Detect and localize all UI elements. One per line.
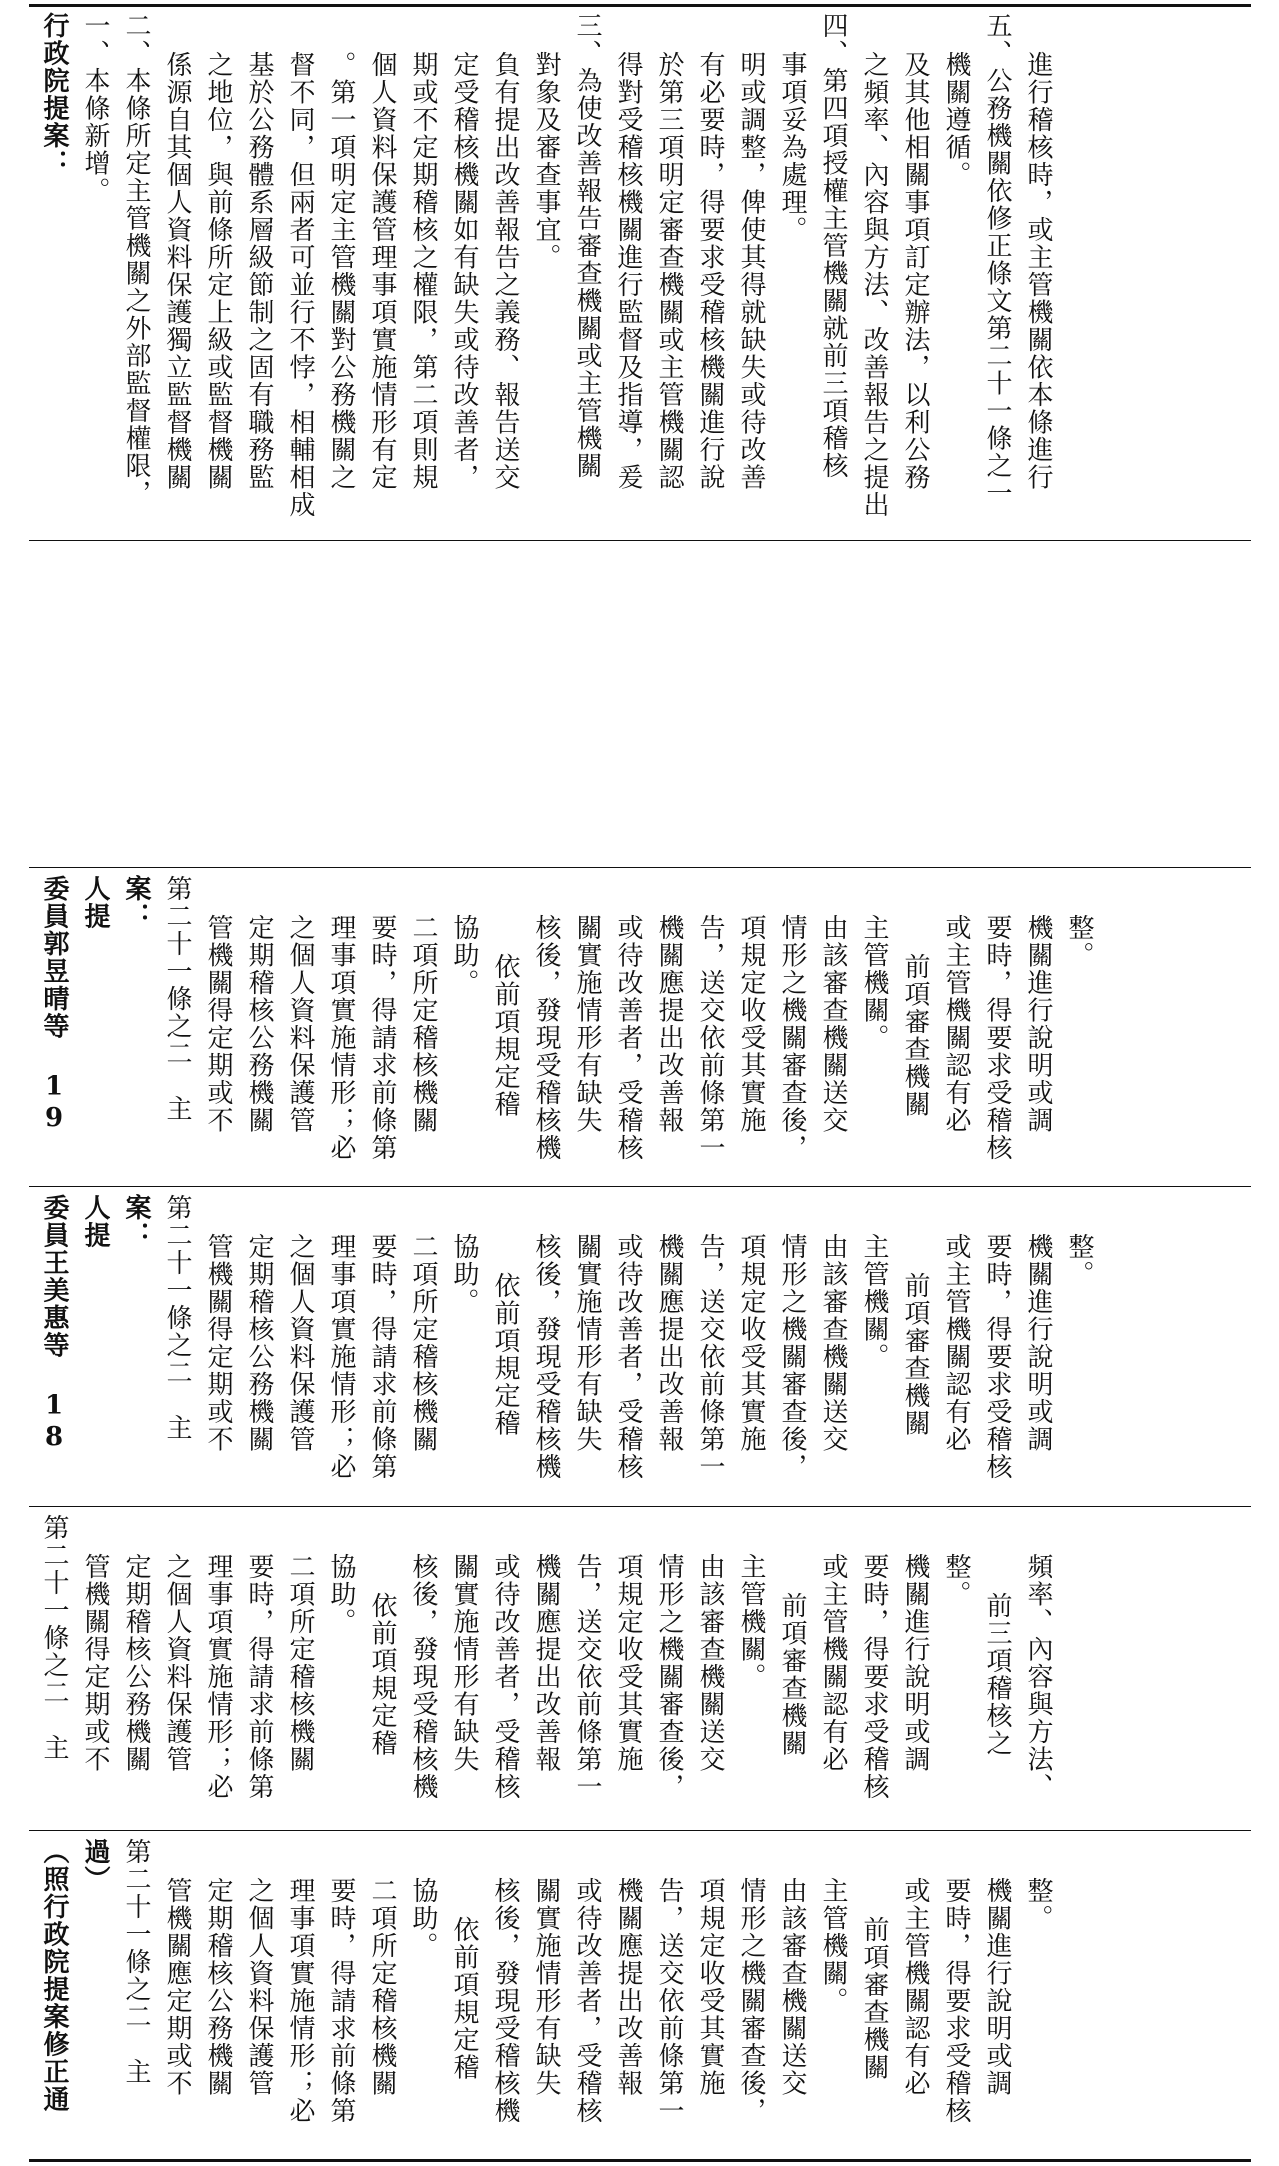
text-line: 告，送交依前條第一 [572, 1553, 602, 1801]
text-line: 或主管機關認有必 [818, 1553, 848, 1773]
text-line: 要時，得請求前條第 [367, 1233, 397, 1481]
text-line: 第二十一條之二 主 [162, 1194, 192, 1442]
text-line: 第二十一條之二 主 [121, 1838, 151, 2086]
text-line: 要時，得請求前條第 [244, 1553, 274, 1801]
text-line: 要時，得要求受稽核 [859, 1553, 889, 1801]
text-line: 二項所定稽核機關 [285, 1553, 315, 1773]
text-line: 負有提出改善報告之義務、報告送交 [490, 51, 520, 491]
text-line: 或待改善者，受稽核 [572, 1877, 602, 2125]
text-line: 項規定收受其實施 [613, 1553, 643, 1773]
text-line: 要時，得請求前條第 [326, 1877, 356, 2125]
text-line: 核後，發現受稽核機 [531, 914, 561, 1162]
text-line: 協助。 [408, 1877, 438, 1960]
text-line: 四、第四項授權主管機關就前三項稽核 [818, 12, 848, 480]
text-line: 主管機關。 [859, 914, 889, 1052]
text-line: 整。 [941, 1553, 971, 1608]
text-line: 依前項規定稽 [449, 1916, 479, 2081]
text-line: 或待改善者，受稽核 [490, 1553, 520, 1801]
text-line: 機關應提出改善報 [531, 1553, 561, 1773]
column-divider-4 [29, 1506, 1251, 1507]
text-line: 由該審查機關送交 [695, 1553, 725, 1773]
text-line: 期或不定期稽核之權限，第二項則規 [408, 51, 438, 491]
text-line: 理事項實施情形；必 [326, 1233, 356, 1481]
text-line: 要時，得請求前條第 [367, 914, 397, 1162]
text-line: 事項妥為處理。 [777, 51, 807, 244]
text-line: 情形之機關審查後， [654, 1553, 684, 1801]
text-line: 整。 [1064, 1233, 1094, 1288]
text-line: 告，送交依前條第一 [654, 1877, 684, 2125]
column-heading-cont: 過） [80, 1838, 110, 1893]
text-line: 機關應提出改善報 [654, 914, 684, 1134]
text-line: 機關進行說明或調 [1023, 1233, 1053, 1453]
text-line: 定期稽核公務機關 [121, 1553, 151, 1773]
text-line: 第二十一條之二 主 [39, 1514, 69, 1762]
column-heading: （照行政院提案修正通 [39, 1838, 69, 2113]
column-heading: 行政院提案： [39, 12, 69, 177]
text-line: 項規定收受其實施 [736, 1233, 766, 1453]
text-line: 機關進行說明或調 [900, 1553, 930, 1773]
table-bottom-rule [29, 2159, 1251, 2162]
column-heading-cont: 案： [121, 875, 151, 930]
text-line: 及其他相關事項訂定辦法，以利公務 [900, 51, 930, 491]
text-line: 個人資料保護管理事項實施情形有定 [367, 51, 397, 491]
text-line: 主管機關。 [818, 1877, 848, 2015]
text-line: 要時，得要求受稽核 [982, 1233, 1012, 1481]
text-line: 頻率、內容與方法、 [1023, 1553, 1053, 1801]
text-line: 整。 [1023, 1877, 1053, 1932]
text-line: 或主管機關認有必 [900, 1877, 930, 2097]
text-line: 依前項規定稽 [490, 953, 520, 1118]
text-line: 協助。 [449, 1233, 479, 1316]
text-line: 關實施情形有缺失 [572, 914, 602, 1134]
text-line: 關實施情形有缺失 [531, 1877, 561, 2097]
text-line: 整。 [1064, 914, 1094, 969]
text-line: 。第一項明定主管機關對公務機關之 [326, 51, 356, 491]
text-line: 或主管機關認有必 [941, 1233, 971, 1453]
column-existing-text [33, 1514, 1247, 1826]
column-heading: 委員郭昱晴等 19 人提 [39, 875, 110, 1135]
text-line: 項規定收受其實施 [736, 914, 766, 1134]
text-line: 二、本條所定主管機關之外部監督權限， [121, 12, 151, 507]
text-line: 核後，發現受稽核機 [531, 1233, 561, 1481]
text-line: 關實施情形有缺失 [572, 1233, 602, 1453]
text-line: 管機關得定期或不 [80, 1553, 110, 1773]
text-line: 主管機關。 [736, 1553, 766, 1691]
column-kuo-proposal [33, 875, 1247, 1182]
text-line: 機關應提出改善報 [654, 1233, 684, 1453]
text-line: 要時，得要求受稽核 [982, 914, 1012, 1162]
text-line: 前項審查機關 [900, 1272, 930, 1437]
text-line: 管機關應定期或不 [162, 1877, 192, 2097]
column-heading-cont: 案： [121, 1194, 151, 1249]
text-line: 機關遵循。 [941, 51, 971, 189]
text-line: 前三項稽核之 [982, 1592, 1012, 1757]
column-empty [33, 548, 1247, 863]
text-line: 二項所定稽核機關 [367, 1877, 397, 2097]
text-line: 由該審查機關送交 [818, 1233, 848, 1453]
text-line: 之個人資料保護管 [244, 1877, 274, 2097]
text-line: 二項所定稽核機關 [408, 914, 438, 1134]
text-line: 定受稽核機關如有缺失或待改善者， [449, 51, 479, 491]
text-line: 關實施情形有缺失 [449, 1553, 479, 1773]
text-line: 情形之機關審查後， [736, 1877, 766, 2125]
column-passed-text [33, 1838, 1247, 2154]
text-line: 告，送交依前條第一 [695, 1233, 725, 1481]
text-line: 之地位，與前條所定上級或監督機關 [203, 51, 233, 491]
text-line: 五、公務機關依修正條文第二十一條之一 [982, 12, 1012, 507]
text-line: 主管機關。 [859, 1233, 889, 1371]
text-line: 之頻率、內容與方法、改善報告之提出 [859, 51, 889, 519]
text-line: 之個人資料保護管 [285, 1233, 315, 1453]
text-line: 機關進行說明或調 [1023, 914, 1053, 1134]
text-line: 協助。 [326, 1553, 356, 1636]
text-line: 第二十一條之二 主 [162, 875, 192, 1123]
text-line: 核後，發現受稽核機 [408, 1553, 438, 1801]
text-line: 依前項規定稽 [367, 1592, 397, 1757]
text-line: 定期稽核公務機關 [244, 914, 274, 1134]
text-line: 由該審查機關送交 [818, 914, 848, 1134]
text-line: 項規定收受其實施 [695, 1877, 725, 2097]
column-divider-5 [29, 1830, 1251, 1831]
text-line: 要時，得要求受稽核 [941, 1877, 971, 2125]
text-line: 由該審查機關送交 [777, 1877, 807, 2097]
column-divider-2 [29, 867, 1251, 868]
column-divider-3 [29, 1186, 1251, 1187]
table-top-rule [29, 4, 1251, 7]
text-line: 之個人資料保護管 [162, 1553, 192, 1773]
text-line: 機關應提出改善報 [613, 1877, 643, 2097]
text-line: 於第三項明定審查機關或主管機關認 [654, 51, 684, 491]
text-line: 情形之機關審查後， [777, 1233, 807, 1481]
text-line: 前項審查機關 [900, 953, 930, 1118]
text-line: 督不同，但兩者可並行不悖，相輔相成 [285, 51, 315, 519]
text-line: 係源自其個人資料保護獨立監督機關 [162, 51, 192, 491]
text-line: 協助。 [449, 914, 479, 997]
text-line: 核後，發現受稽核機 [490, 1877, 520, 2125]
text-line: 理事項實施情形；必 [326, 914, 356, 1162]
text-line: 或待改善者，受稽核 [613, 914, 643, 1162]
column-divider-1 [29, 540, 1251, 541]
column-heading: 委員王美惠等 18 人提 [39, 1194, 110, 1454]
text-line: 進行稽核時，或主管機關依本條進行 [1023, 51, 1053, 491]
column-executive [33, 12, 1247, 536]
text-line: 二項所定稽核機關 [408, 1233, 438, 1453]
text-line: 依前項規定稽 [490, 1272, 520, 1437]
text-line: 得對受稽核機關進行監督及指導，爰 [613, 51, 643, 491]
text-line: 理事項實施情形；必 [203, 1553, 233, 1801]
text-line: 對象及審查事宜。 [531, 51, 561, 271]
text-line: 管機關得定期或不 [203, 1233, 233, 1453]
text-line: 告，送交依前條第一 [695, 914, 725, 1162]
text-line: 三、為使改善報告審查機關或主管機關 [572, 12, 602, 480]
text-line: 前項審查機關 [859, 1916, 889, 2081]
text-line: 或主管機關認有必 [941, 914, 971, 1134]
text-line: 情形之機關審查後， [777, 914, 807, 1162]
text-line: 機關進行說明或調 [982, 1877, 1012, 2097]
text-line: 定期稽核公務機關 [203, 1877, 233, 2097]
text-line: 管機關得定期或不 [203, 914, 233, 1134]
text-line: 前項審查機關 [777, 1592, 807, 1757]
text-line: 或待改善者，受稽核 [613, 1233, 643, 1481]
text-line: 定期稽核公務機關 [244, 1233, 274, 1453]
text-line: 有必要時，得要求受稽核機關進行說 [695, 51, 725, 491]
text-line: 明或調整，俾使其得就缺失或待改善 [736, 51, 766, 491]
text-line: 一、本條新增。 [80, 12, 110, 205]
text-line: 基於公務體系層級節制之固有職務監 [244, 51, 274, 491]
column-wang-proposal [33, 1194, 1247, 1502]
text-line: 之個人資料保護管 [285, 914, 315, 1134]
text-line: 理事項實施情形；必 [285, 1877, 315, 2125]
